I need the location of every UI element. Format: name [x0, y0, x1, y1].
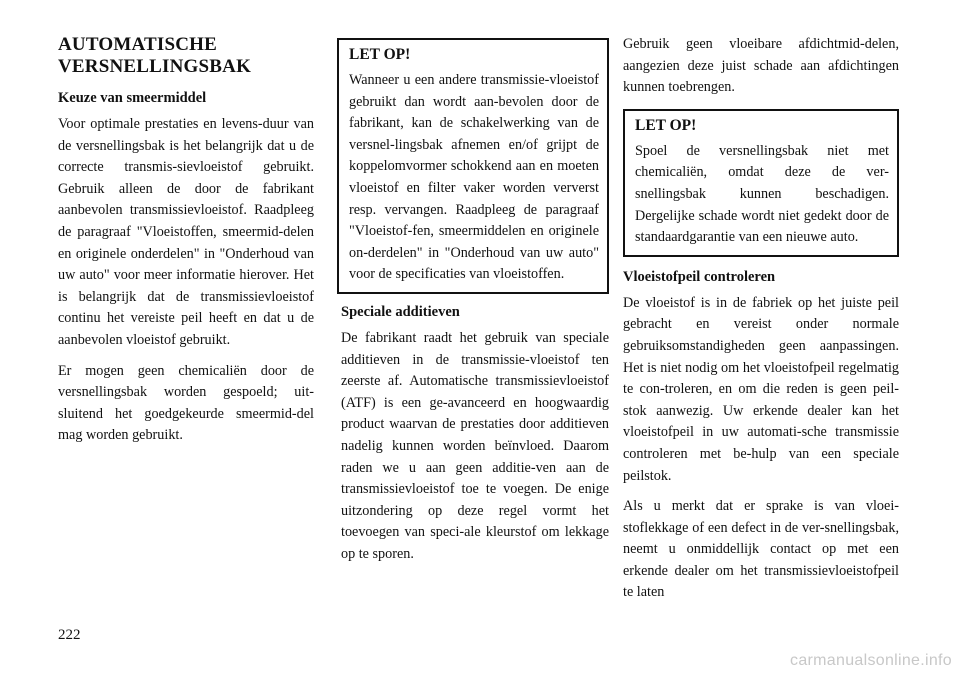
column-right [623, 34, 899, 613]
paragraph: Er mogen geen chemicaliën door de versnellingsbak worden gespoeld; uit-sluitend het goedgekeurde smeermid-del mag worden gebruikt. [58, 362, 314, 444]
paragraph: Gebruik geen vloeibare afdichtmid-delen, aangezien deze juist schade aan afdichtingen kunnen toebrengen. [623, 36, 899, 96]
section-title [58, 34, 314, 78]
paragraph: De vloeistof is in de fabriek op het juiste peil gebracht en vereist onder normale gebruiksomstandigheden geen aanpassingen. Het is niet nodig om het vloeistofpeil regelmatig te con-troleren, en om die reden is geen peil-stok aanwezig. Uw erkende dealer kan het vloeistofpeil in uw automati-sche transmissie controleren met be-hulp van een speciale peilstok. [623, 294, 899, 484]
paragraph: De fabrikant raadt het gebruik van speciale additieven in de transmissie-vloeistof ten zeerste af. Automatische transmissievloeistof (ATF) is een ge-avanceerd en hoogwaardig product waarvan de prestaties door additieven nadelig kunnen worden beïnvloed. Daarom raden we u aan geen additie-ven aan de transmissievloeistof toe te voegen. De enige uitzondering op deze regel vormt het toevoegen van speci-ale kleurstof om lekkage op te sporen. [341, 329, 609, 562]
caution-title: LET OP! [349, 46, 411, 63]
watermark: carmanualsonline.info [790, 652, 952, 669]
paragraph: Als u merkt dat er sprake is van vloei-stoflekkage of een defect in de ver-snellingsbak, neemt u onmiddellijk contact op met een erkende dealer om het transmissievloeistofpeil te laten [623, 498, 899, 601]
paragraph: Voor optimale prestaties en levens-duur van de versnellingsbak is het belangrijk dat u de correcte transmis-sievloeistof gebruikt. Gebruik alleen de door de fabrikant aanbevolen transmissievloeistof. Raadpleeg de paragraaf "Vloeistoffen, smeermid-delen en originele onderdelen" in "Onderhoud van uw auto" voor meer informatie hierover. Het is belangrijk dat de transmissievloeistof continu het vereiste peil heeft en dat u de aanbevolen vloeistof gebruikt. [58, 116, 314, 348]
caution-title: LET OP! [635, 116, 697, 134]
subheading-special-additives: Speciale additieven [341, 303, 460, 320]
column-middle [341, 34, 609, 574]
caution-text: Spoel de versnellingsbak niet met chemicaliën, omdat deze de ver-snellingsbak kunnen beschadigen. Dergelijke schade wordt niet gedekt door de standaardgarantie van een nieuwe auto. [635, 142, 889, 246]
subheading-fluid-level-check: Vloeistofpeil controleren [623, 268, 776, 285]
caution-box [623, 109, 899, 257]
section-title-line2: VERSNELLINGSBAK [58, 56, 252, 77]
section-title-line1: AUTOMATISCHE [58, 34, 218, 55]
caution-text: Wanneer u een andere transmissie-vloeistof gebruikt dan wordt aan-bevolen door de fabrikant, kan de schakelwerking van de versnel-lingsbak afnemen en/of grijpt de koppelomvormer schokkend aan en moeten vloeistof en filter vaker worden ververst resp. vervangen. Raadpleeg de paragraaf "Vloeistof-fen, smeermiddelen en originele on-derdelen" in "Onderhoud van uw auto" voor de specificaties van vloeistoffen. [349, 72, 599, 283]
column-left [58, 34, 314, 456]
page-number: 222 [58, 627, 81, 643]
subheading-lubricant-choice: Keuze van smeermiddel [58, 90, 207, 106]
caution-box [337, 38, 609, 294]
